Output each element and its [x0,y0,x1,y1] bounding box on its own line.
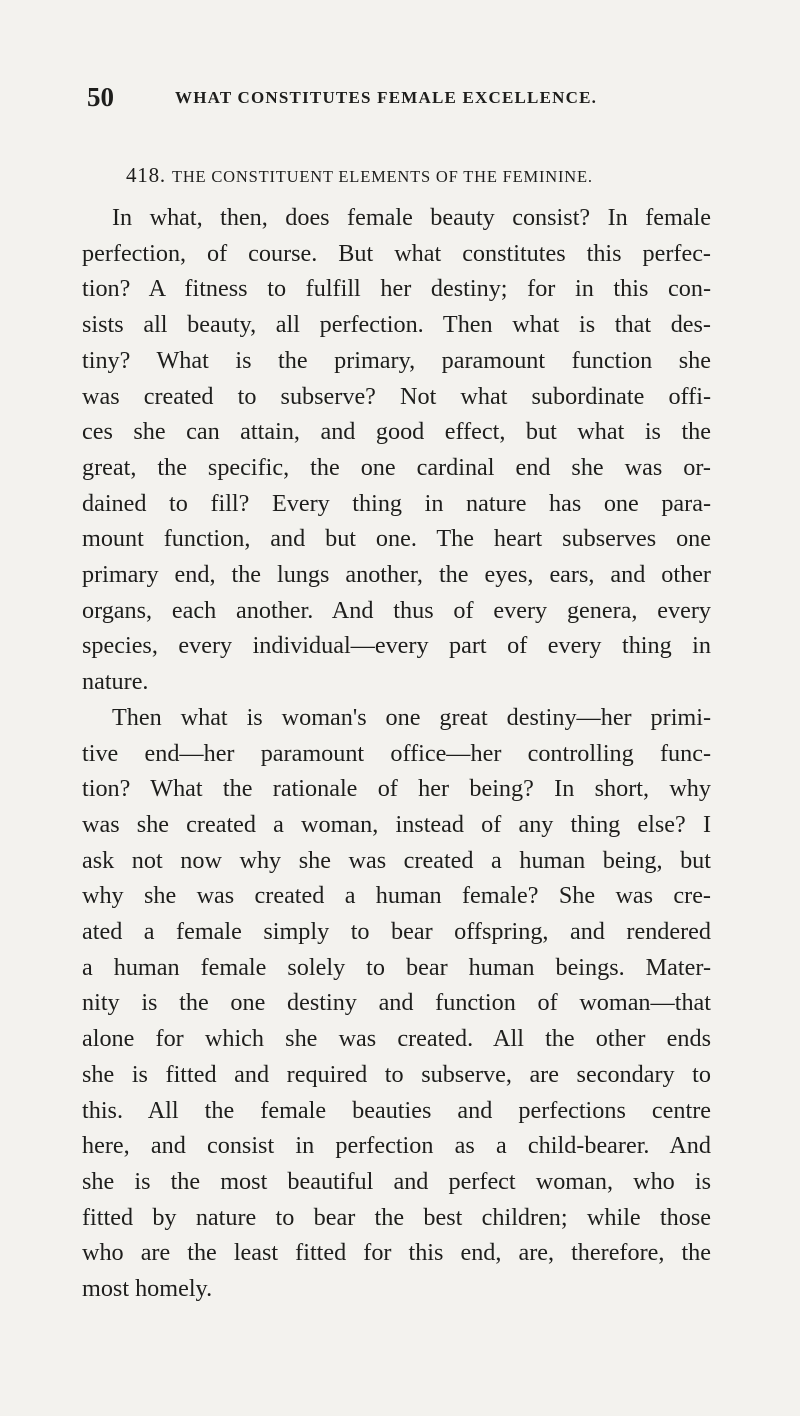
body-line: Then what is woman's one great destiny—her primi- [112,703,711,731]
section-number: 418. [126,163,166,187]
body-line: this. All the female beauties and perfections centre [82,1096,711,1124]
running-title: WHAT CONSTITUTES FEMALE EXCELLENCE. [175,88,598,107]
body-line: she is fitted and required to subserve, are secondary to [82,1060,711,1088]
body-line: dained to fill? Every thing in nature has one para- [82,489,711,517]
body-line: who are the least fitted for this end, are, therefore, the [82,1239,711,1267]
body-line: perfection, of course. But what constitutes this perfec- [82,239,711,267]
body-line: ated a female simply to bear offspring, and rendered [82,918,711,946]
body-line: here, and consist in perfection as a child-bearer. And [82,1132,711,1160]
body-line: alone for which she was created. All the other ends [82,1025,711,1053]
body-line: a human female solely to bear human beings. Mater- [82,953,711,981]
body-line: In what, then, does female beauty consist? In female [112,204,711,231]
body-line: primary end, the lungs another, the eyes, ears, and other [82,561,711,589]
body-line: nature. [82,668,149,696]
body-text [82,200,711,1307]
body-line: ces she can attain, and good effect, but what is the [82,418,711,446]
body-line: tion? A fitness to fulfill her destiny; for in this con- [82,275,711,303]
body-line: was she created a woman, instead of any thing else? I [82,810,711,838]
body-line: she is the most beautiful and perfect woman, who is [82,1167,711,1195]
body-line: tion? What the rationale of her being? In short, why [82,775,711,803]
running-head [87,82,707,112]
body-line: ask not now why she was created a human being, but [82,846,711,874]
body-line: species, every individual—every part of every thing in [82,632,711,660]
body-line: most homely. [82,1275,213,1303]
body-line: great, the specific, the one cardinal end she was or- [82,453,711,481]
body-line: sists all beauty, all perfection. Then what is that des- [82,311,711,339]
body-line: tive end—her paramount office—her controlling func- [82,739,711,767]
body-line: tiny? What is the primary, paramount function she [82,346,711,374]
body-line: mount function, and but one. The heart subserves one [82,525,711,553]
body-line: organs, each another. And thus of every genera, every [82,596,711,624]
body-line: nity is the one destiny and function of woman—that [82,989,711,1017]
section-heading [126,163,593,189]
body-line: was created to subserve? Not what subordinate offi- [82,382,711,410]
body-line: fitted by nature to bear the best children; while those [82,1203,711,1231]
body-line: why she was created a human female? She was cre- [82,882,711,910]
section-title: THE CONSTITUENT ELEMENTS OF THE FEMININE. [171,167,593,186]
page-number: 50 [87,82,114,112]
